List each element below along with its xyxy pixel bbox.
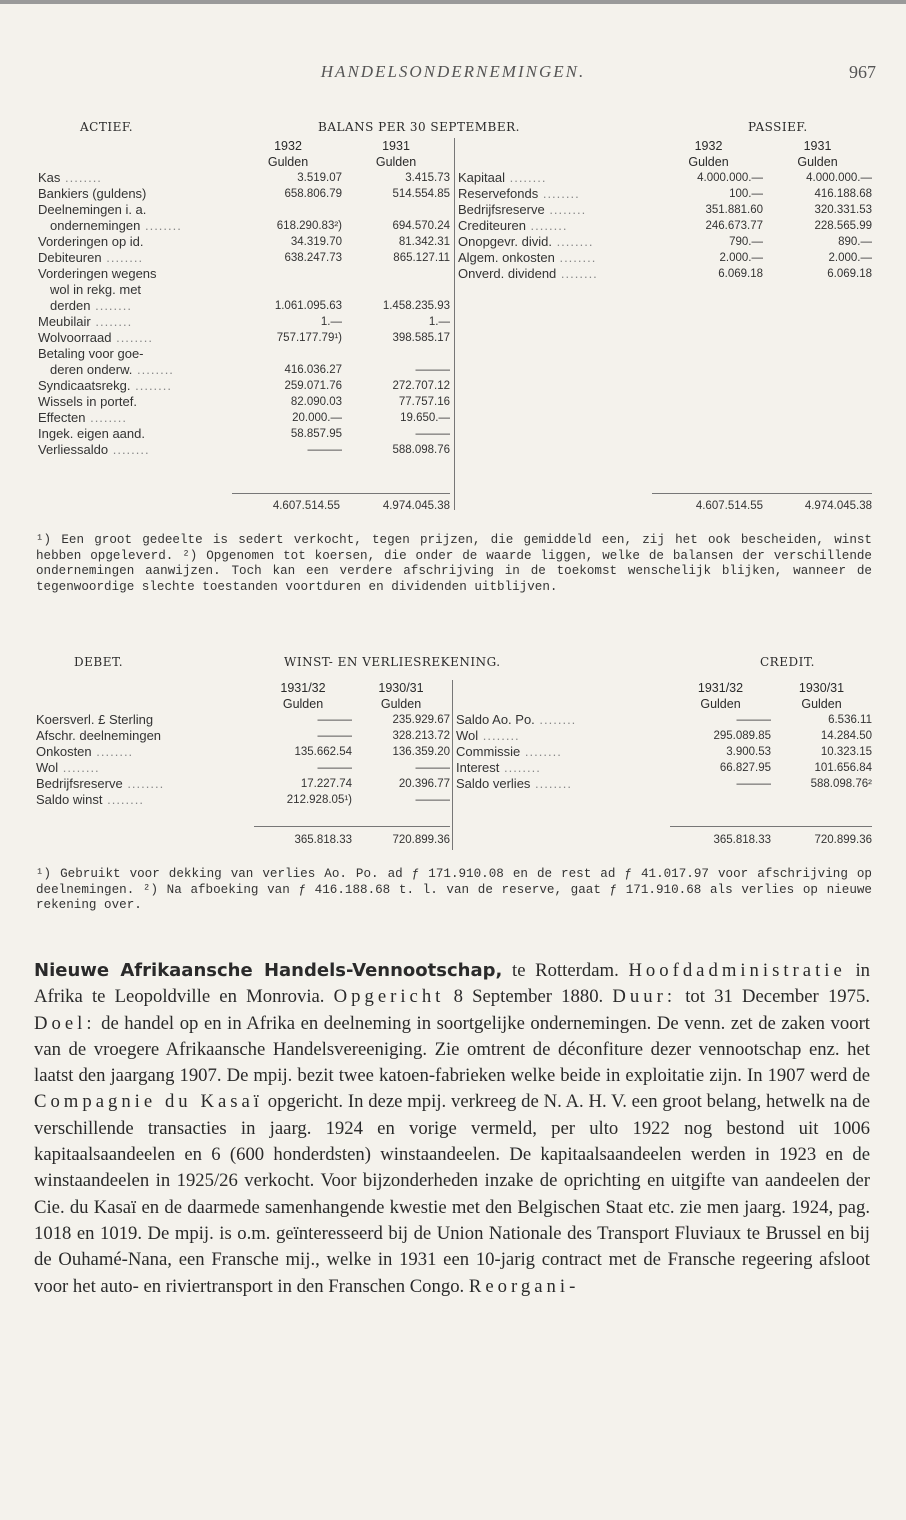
actief-dot-leader: ........ [130, 378, 173, 393]
passief-total-1932: 4.607.514.55 [695, 500, 763, 512]
actief-value-2: ——— [415, 364, 450, 376]
passief-dot-leader: ........ [554, 250, 597, 265]
actief-label-text: Debiteuren [38, 250, 102, 265]
passief-unit-2: Gulden [797, 155, 838, 169]
debet-value-2: 136.359.20 [392, 746, 450, 758]
actief-row [38, 330, 450, 346]
credit-value-2: 588.098.76² [810, 778, 872, 790]
credit-label-text: Interest [456, 760, 500, 775]
actief-heading: ACTIEF. [80, 120, 134, 134]
debet-value-2: ——— [415, 794, 450, 806]
actief-value-1: 259.071.76 [284, 380, 342, 392]
actief-value-2: 398.585.17 [392, 332, 450, 344]
actief-value-2: 81.342.31 [398, 236, 450, 248]
actief-year-1931: 1931 [382, 139, 410, 153]
actief-value-1 [234, 346, 342, 362]
passief-value-2: 320.331.53 [814, 204, 872, 216]
actief-label [38, 282, 234, 298]
actief-label [38, 346, 234, 362]
passief-row [458, 250, 872, 266]
actief-value-2: 3.415.73 [405, 172, 450, 184]
debet-unit-1: Gulden [282, 697, 324, 711]
actief-row [38, 170, 450, 186]
credit-unit-2: Gulden [801, 697, 842, 711]
passief-value-2: 6.069.18 [827, 268, 872, 280]
passief-dot-leader: ........ [544, 202, 587, 217]
credit-dot-leader: ........ [499, 760, 541, 775]
credit-heading: CREDIT. [760, 655, 815, 669]
actief-row [38, 314, 450, 330]
actief-dot-leader: ........ [85, 410, 127, 425]
credit-label-text: Saldo verlies [456, 776, 531, 791]
actief-value-2: 865.127.11 [393, 252, 450, 264]
passief-dot-leader: ........ [504, 170, 547, 185]
credit-table [456, 680, 872, 792]
keyword-reorganisatie: Reorgani- [468, 1275, 580, 1297]
balans-headings [0, 120, 906, 140]
debet-label [36, 776, 254, 792]
debet-row [36, 776, 450, 792]
actief-row [38, 378, 450, 394]
actief-label [38, 362, 234, 378]
debet-year-2: 1930/31 [378, 681, 424, 695]
credit-total-rule [670, 826, 872, 827]
actief-row [38, 202, 450, 218]
credit-year-1: 1931/32 [697, 681, 744, 695]
credit-value-1: 66.827.95 [719, 762, 771, 774]
credit-label [456, 712, 670, 728]
debet-label-text: Koersverl. £ Sterling [36, 712, 154, 727]
actief-label [38, 202, 234, 218]
passief-value-1: 246.673.77 [705, 220, 763, 232]
passief-heading: PASSIEF. [748, 120, 808, 134]
actief-value-2: 514.554.85 [392, 188, 450, 200]
actief-row [38, 362, 450, 378]
debet-row [36, 712, 450, 728]
passief-value-2: 4.000.000.— [806, 172, 872, 184]
passief-total-1931: 4.974.045.38 [804, 500, 872, 512]
passief-value-1: 2.000.— [719, 252, 763, 264]
credit-value-2: 6.536.11 [828, 714, 872, 726]
debet-label-text: Wol [36, 760, 59, 775]
debet-dot-leader: ........ [102, 792, 144, 807]
actief-value-1: 416.036.27 [284, 364, 342, 376]
credit-value-1: 295.089.85 [713, 730, 771, 742]
debet-total-1: 365.818.33 [294, 834, 352, 846]
running-title: HANDELSONDERNEMINGEN. [320, 62, 586, 81]
passief-label [458, 218, 654, 234]
actief-label-text: wol in rekg. met [50, 282, 142, 297]
passief-value-1: 790.— [729, 236, 763, 248]
debet-total-2: 720.899.36 [392, 834, 450, 846]
credit-row [456, 728, 872, 744]
actief-label [38, 442, 234, 458]
credit-label-text: Commissie [456, 744, 521, 759]
actief-label-text: Vorderingen op id. [38, 234, 144, 249]
actief-row [38, 346, 450, 362]
balans-divider [454, 138, 455, 510]
actief-value-1: 3.519.07 [297, 172, 342, 184]
wv-footnote: ¹) Gebruikt voor dekking van verlies Ao. Po. ad ƒ 171.910.08 en de rest ad ƒ 41.017.97 voor afschrijving op deelnemingen. ²) Na afboeking van ƒ 416.188.68 t. l. van de reserve, gaat ƒ 171.910.68 als verlies op nieuwe rekening over. [36, 867, 872, 912]
credit-value-1: ——— [736, 778, 771, 790]
passief-label-text: Kapitaal [458, 170, 505, 185]
passief-row [458, 266, 872, 282]
actief-dot-leader: ........ [101, 250, 144, 265]
passief-label-text: Bedrijfsreserve [458, 202, 545, 217]
actief-value-1: 658.806.79 [284, 188, 342, 200]
actief-label-text: Kas [38, 170, 61, 185]
passief-dot-leader: ........ [551, 234, 594, 249]
actief-label [38, 378, 234, 394]
actief-unit-1: Gulden [267, 155, 309, 169]
credit-value-1: 3.900.53 [726, 746, 771, 758]
passief-value-1: 100.— [729, 188, 763, 200]
passief-value-2: 2.000.— [828, 252, 872, 264]
debet-label-text: Onkosten [36, 744, 92, 759]
wv-headings [0, 655, 906, 675]
actief-label-text: derden [50, 298, 91, 313]
debet-dot-leader: ........ [122, 776, 165, 791]
debet-value-1: ——— [317, 714, 352, 726]
passief-label [458, 170, 654, 186]
actief-label [38, 170, 234, 186]
credit-unit-1: Gulden [700, 697, 741, 711]
debet-row [36, 792, 450, 808]
debet-label-text: Afschr. deelnemingen [36, 728, 162, 743]
actief-value-1 [234, 266, 342, 282]
credit-dot-leader: ........ [530, 776, 572, 791]
balans-title: BALANS PER 30 SEPTEMBER. [318, 120, 520, 134]
actief-label [38, 330, 234, 346]
keyword-hoofdadministratie: Hoofdadministratie [628, 960, 846, 981]
credit-total-1: 365.818.33 [713, 834, 771, 846]
actief-label [38, 234, 234, 250]
actief-dot-leader: ........ [140, 218, 182, 233]
credit-value-2: 101.656.84 [814, 762, 872, 774]
passief-year-1931: 1931 [803, 139, 832, 153]
credit-label [456, 776, 670, 792]
credit-total-2: 720.899.36 [814, 834, 872, 846]
actief-value-2: 588.098.76 [392, 444, 450, 456]
body-segment: opgericht. In deze mpij. verkreeg de N. A. H. V. een groot belang, hetwelk na de verschillende transacties in jaarg. 1924 en vorige vermeld, per ulto 1922 nog bestond uit 1006 kapitaalsaandeelen en 6 (600 honderdsten) winstaandeelen. De kapitaalsaandeelen werden in 1923 en de winstaandeelen in 1925/26 verkocht. Voor bijzonderheden inzake de oprichting en uitgifte van aandeelen der Cie. du Kasaï en de daarmede samenhangende kwestie met den Belgischen Staat etc. zie men jaarg. 1924, pag. 1018 en 1019. De mpij. is o.m. geïnteresseerd bij de Union Nationale des Transport Fluviaux te Brussel en bij de Ouhamé-Nana, een Fransche mij., welke in 1931 een 10-jarig contract met de Fransche regeering afsloot voor het auto- en riviertransport in den Franschen Congo. [34, 1091, 870, 1297]
actief-total-1932: 4.607.514.55 [272, 500, 340, 512]
credit-dot-leader: ........ [478, 728, 520, 743]
credit-year-2: 1930/31 [798, 681, 845, 695]
actief-label [38, 298, 234, 314]
keyword-doel: Doel: [34, 1012, 96, 1034]
passief-value-2: 890.— [838, 236, 872, 248]
debet-value-2: 20.396.77 [398, 778, 450, 790]
actief-row [38, 426, 450, 442]
passief-value-2: 228.565.99 [814, 220, 872, 232]
credit-label-text: Saldo Ao. Po. [456, 712, 535, 727]
credit-value-2: 14.284.50 [820, 730, 872, 742]
keyword-opgericht: Opgericht [333, 986, 445, 1008]
actief-dot-leader: ........ [111, 330, 153, 345]
credit-label [456, 728, 670, 744]
credit-row [456, 744, 872, 760]
actief-dot-leader: ........ [90, 314, 133, 329]
passief-unit-1: Gulden [688, 155, 729, 169]
actief-value-2: 1.— [428, 316, 450, 328]
actief-value-1: 638.247.73 [284, 252, 342, 264]
actief-row [38, 282, 450, 298]
wv-title: WINST- EN VERLIESREKENING. [284, 655, 501, 669]
credit-dot-leader: ........ [534, 712, 577, 727]
debet-value-1: 17.227.74 [300, 778, 352, 790]
actief-label [38, 266, 234, 282]
actief-label-text: Deelnemingen i. a. [38, 202, 147, 217]
passief-label [458, 266, 654, 282]
passief-total-rule [652, 493, 872, 494]
passief-row [458, 234, 872, 250]
passief-dot-leader: ........ [538, 186, 580, 201]
passief-dot-leader: ........ [556, 266, 598, 281]
actief-value-2: 19.650.— [400, 412, 450, 424]
credit-row [456, 776, 872, 792]
actief-label-text: Ingek. eigen aand. [38, 426, 145, 441]
wv-divider [452, 680, 453, 850]
debet-row [36, 728, 450, 744]
credit-value-2: 10.323.15 [820, 746, 872, 758]
passief-label-text: Algem. onkosten [458, 250, 555, 265]
debet-dot-leader: ........ [91, 744, 134, 759]
actief-label-text: Effecten [38, 410, 86, 425]
balans-footnote: ¹) Een groot gedeelte is sedert verkocht, tegen prijzen, die gemiddeld een, zij het ook bescheiden, winst hebben opgeleverd. ²) Opgenomen tot koersen, die onder de waarde liggen, welke de balansen der verschillende ondernemingen aanwijzen. Toch kan een verdere afschrijving in de toekomst wenschelijk blijken, wanneer de tegenwoordige slechte toestanden voortduren en dividenden uitblijven. [36, 533, 872, 594]
actief-value-2: 272.707.12 [392, 380, 450, 392]
actief-row [38, 410, 450, 426]
actief-value-1: ——— [307, 444, 342, 456]
body-segment: 8 September 1880. [444, 986, 613, 1008]
debet-year-1: 1931/32 [280, 681, 326, 695]
debet-total-rule [254, 826, 450, 827]
actief-value-1: 618.290.83²) [276, 220, 342, 232]
actief-year-1932: 1932 [274, 139, 302, 153]
actief-label [38, 250, 234, 266]
actief-label [38, 186, 234, 202]
actief-row [38, 394, 450, 410]
passief-year-1932: 1932 [694, 139, 723, 153]
debet-value-1: ——— [317, 730, 352, 742]
passief-label-text: Reservefonds [458, 186, 539, 201]
credit-row [456, 712, 872, 728]
debet-label [36, 760, 254, 776]
actief-row [38, 442, 450, 458]
debet-label-text: Saldo winst [36, 792, 103, 807]
actief-label-text: Meubilair [38, 314, 91, 329]
debet-value-2: 328.213.72 [392, 730, 450, 742]
passief-label [458, 186, 654, 202]
credit-row [456, 760, 872, 776]
actief-unit-2: Gulden [375, 155, 417, 169]
actief-value-1: 34.319.70 [290, 236, 342, 248]
keyword-compagnie-du-kasai: Compagnie du Kasaï [34, 1091, 263, 1113]
actief-label-text: Syndicaatsrekg. [38, 378, 131, 393]
credit-label-text: Wol [456, 728, 479, 743]
actief-label [38, 394, 234, 410]
passief-label-text: Crediteuren [458, 218, 526, 233]
actief-total-rule [232, 493, 450, 494]
debet-heading: DEBET. [74, 655, 124, 669]
body-segment: de handel op en in Afrika en deelneming in soortgelijke ondernemingen. De venn. zet de zaken voort van de vroegere Afrikaansche Handelsvereeniging. Zie omtrent de déconfiture dezer vennootschap enz. het laatst den jaargang 1907. De mpij. bezit twee katoen-fabrieken welke beide in exploitatie zijn. In 1907 werd de [34, 1012, 870, 1087]
actief-dot-leader: ........ [60, 170, 102, 185]
actief-value-1: 58.857.95 [290, 428, 342, 440]
scan-top-edge [0, 0, 906, 4]
actief-row [38, 186, 450, 202]
actief-value-1: 20.000.— [292, 412, 342, 424]
keyword-duur: Duur: [612, 986, 677, 1008]
credit-value-1: ——— [736, 714, 771, 726]
actief-label-text: Wissels in portef. [38, 394, 137, 409]
actief-row [38, 234, 450, 250]
actief-row [38, 298, 450, 314]
debet-table [36, 680, 450, 808]
actief-value-2: 77.757.16 [398, 396, 450, 408]
passief-value-1: 6.069.18 [718, 268, 763, 280]
actief-value-2 [342, 346, 450, 362]
debet-label [36, 728, 254, 744]
passief-label [458, 202, 654, 218]
actief-label [38, 426, 234, 442]
actief-value-2: 1.458.235.93 [382, 300, 450, 312]
actief-label-text: Verliessaldo [38, 442, 109, 457]
passief-row [458, 186, 872, 202]
passief-label [458, 234, 654, 250]
actief-value-2 [342, 266, 450, 282]
debet-label [36, 712, 254, 728]
body-segment: te Rotterdam. [502, 960, 629, 981]
passief-value-2: 416.188.68 [814, 188, 872, 200]
debet-label-text: Bedrijfsreserve [36, 776, 123, 791]
debet-value-1: 212.928.05¹) [286, 794, 352, 806]
debet-dot-leader: ........ [58, 760, 100, 775]
actief-label-text: Betaling voor goe- [38, 346, 144, 361]
debet-unit-2: Gulden [380, 697, 422, 711]
passief-label-text: Onverd. dividend [458, 266, 557, 281]
actief-dot-leader: ........ [132, 362, 174, 377]
passief-row [458, 202, 872, 218]
debet-value-2: 235.929.67 [392, 714, 450, 726]
passief-table [458, 138, 872, 282]
actief-total-1931: 4.974.045.38 [382, 500, 450, 512]
actief-value-1: 1.061.095.63 [274, 300, 342, 312]
credit-label [456, 744, 670, 760]
passief-label [458, 250, 654, 266]
credit-label [456, 760, 670, 776]
actief-value-2 [342, 202, 450, 218]
actief-label-text: Wolvoorraad [38, 330, 112, 345]
actief-label-text: Bankiers (guldens) [38, 186, 147, 201]
actief-value-1 [234, 202, 342, 218]
actief-label [38, 314, 234, 330]
actief-value-2 [342, 282, 450, 298]
actief-value-2: 694.570.24 [392, 220, 450, 232]
actief-label [38, 218, 234, 234]
actief-row [38, 218, 450, 234]
debet-label [36, 744, 254, 760]
debet-value-1: 135.662.54 [294, 746, 352, 758]
debet-value-1: ——— [317, 762, 352, 774]
debet-value-2: ——— [415, 762, 450, 774]
passief-value-1: 351.881.60 [705, 204, 763, 216]
running-header [0, 62, 906, 86]
body-segment: tot 31 December 1975. [676, 986, 870, 1008]
actief-label-text: Vorderingen wegens [38, 266, 157, 281]
passief-dot-leader: ........ [525, 218, 568, 233]
actief-value-1: 1.— [320, 316, 342, 328]
body-segment: in Afrika te Leopoldville en Monrovia. [34, 960, 870, 1008]
debet-label [36, 792, 254, 808]
actief-label [38, 410, 234, 426]
passief-value-1: 4.000.000.— [697, 172, 763, 184]
actief-label-text: deren onderw. [50, 362, 133, 377]
credit-dot-leader: ........ [520, 744, 562, 759]
debet-row [36, 760, 450, 776]
page-number: 967 [849, 62, 876, 82]
actief-dot-leader: ........ [108, 442, 150, 457]
actief-value-2: ——— [415, 428, 450, 440]
actief-row [38, 266, 450, 282]
actief-dot-leader: ........ [90, 298, 132, 313]
actief-value-1 [234, 282, 342, 298]
actief-value-1: 757.177.79¹) [276, 332, 342, 344]
actief-row [38, 250, 450, 266]
passief-row [458, 170, 872, 186]
passief-label-text: Onopgevr. divid. [458, 234, 552, 249]
actief-label-text: ondernemingen [50, 218, 141, 233]
company-name: Nieuwe Afrikaansche Handels-Vennootschap, [34, 960, 503, 981]
actief-table [38, 138, 450, 458]
actief-value-1: 82.090.03 [290, 396, 342, 408]
debet-row [36, 744, 450, 760]
company-description [34, 958, 870, 1300]
passief-row [458, 218, 872, 234]
